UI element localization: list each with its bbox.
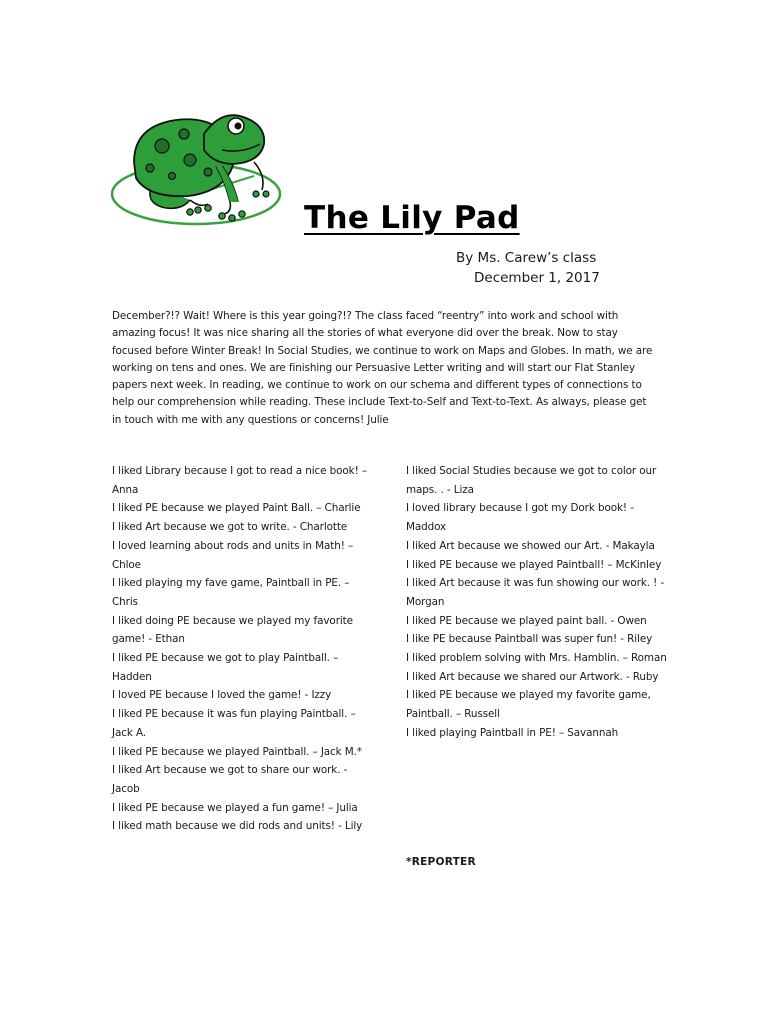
- student-comment: I loved PE because I loved the game! - Izzy: [112, 689, 332, 702]
- student-comment: I like PE because Paintball was super fun! - Riley: [406, 633, 653, 646]
- student-comment: I liked PE because we played Paint Ball. – Charlie: [112, 502, 361, 515]
- student-comment: I liked PE because we played my favorite game, Paintball. – Russell: [406, 689, 651, 721]
- reporter-note: *REPORTER: [406, 856, 476, 868]
- student-comment: I liked Art because we got to write. - Charlotte: [112, 521, 348, 534]
- student-comment: I liked playing my fave game, Paintball in PE. – Chris: [112, 577, 350, 608]
- student-comment: I liked PE because we got to play Paintball. – Hadden: [112, 652, 339, 683]
- student-comment: I liked PE because we played Paintball! – McKinley: [406, 558, 662, 571]
- student-comment: I liked PE because we played a fun game! – Julia: [112, 801, 358, 814]
- byline: By Ms. Carew’s class: [456, 250, 597, 266]
- student-comment: I liked Art because it was fun showing our work. ! - Morgan: [406, 577, 665, 608]
- student-comment: I liked problem solving with Mrs. Hamblin. – Roman: [406, 652, 667, 665]
- student-comment: I loved learning about rods and units in Math! – Chloe: [112, 539, 354, 571]
- student-comment: I liked PE because it was fun playing Paintball. – Jack A.: [112, 708, 356, 739]
- student-comment: I liked Social Studies because we got to color our maps. . - Liza: [406, 465, 657, 496]
- student-comment: I liked doing PE because we played my favorite game! - Ethan: [112, 614, 353, 646]
- student-comment: I liked PE because we played Paintball. – Jack M.*: [112, 745, 362, 758]
- newsletter-title: The Lily Pad: [304, 200, 520, 236]
- student-comment: I liked Art because we shared our Artwork. - Ruby: [406, 670, 659, 683]
- student-comment: I liked playing Paintball in PE! – Savannah: [406, 726, 619, 739]
- student-comment: I liked Library because I got to read a nice book! – Anna: [112, 465, 367, 496]
- issue-date: December 1, 2017: [474, 270, 600, 286]
- student-comment: I liked PE because we played paint ball. - Owen: [406, 614, 647, 627]
- student-comments-left-column: [112, 462, 374, 836]
- student-comment: I loved library because I got my Dork book! - Maddox: [406, 502, 634, 534]
- student-comments-right-column: [406, 462, 668, 743]
- student-comment: I liked Art because we showed our Art. - Makayla: [406, 539, 655, 552]
- intro-paragraph: December?!? Wait! Where is this year going?!? The class faced “reentry” into work and school with amazing focus! It was nice sharing all the stories of what everyone did over the break. Now to stay focused before Winter Break! In Social Studies, we continue to work on Maps and Globes. In math, we are working on tens and ones. We are finishing our Persuasive Letter writing and will start our Flat Stanley papers next week. In reading, we continue to work on our schema and different types of connections to help our comprehension while reading. These include Text-to-Self and Text-to-Text. As always, please get in touch with me with any questions or concerns! Julie: [112, 310, 653, 426]
- frog-on-lily-pad-icon: [104, 104, 304, 244]
- student-comment: I liked math because we did rods and units! - Lily: [112, 820, 363, 833]
- student-comment: I liked Art because we got to share our work. - Jacob: [112, 764, 348, 795]
